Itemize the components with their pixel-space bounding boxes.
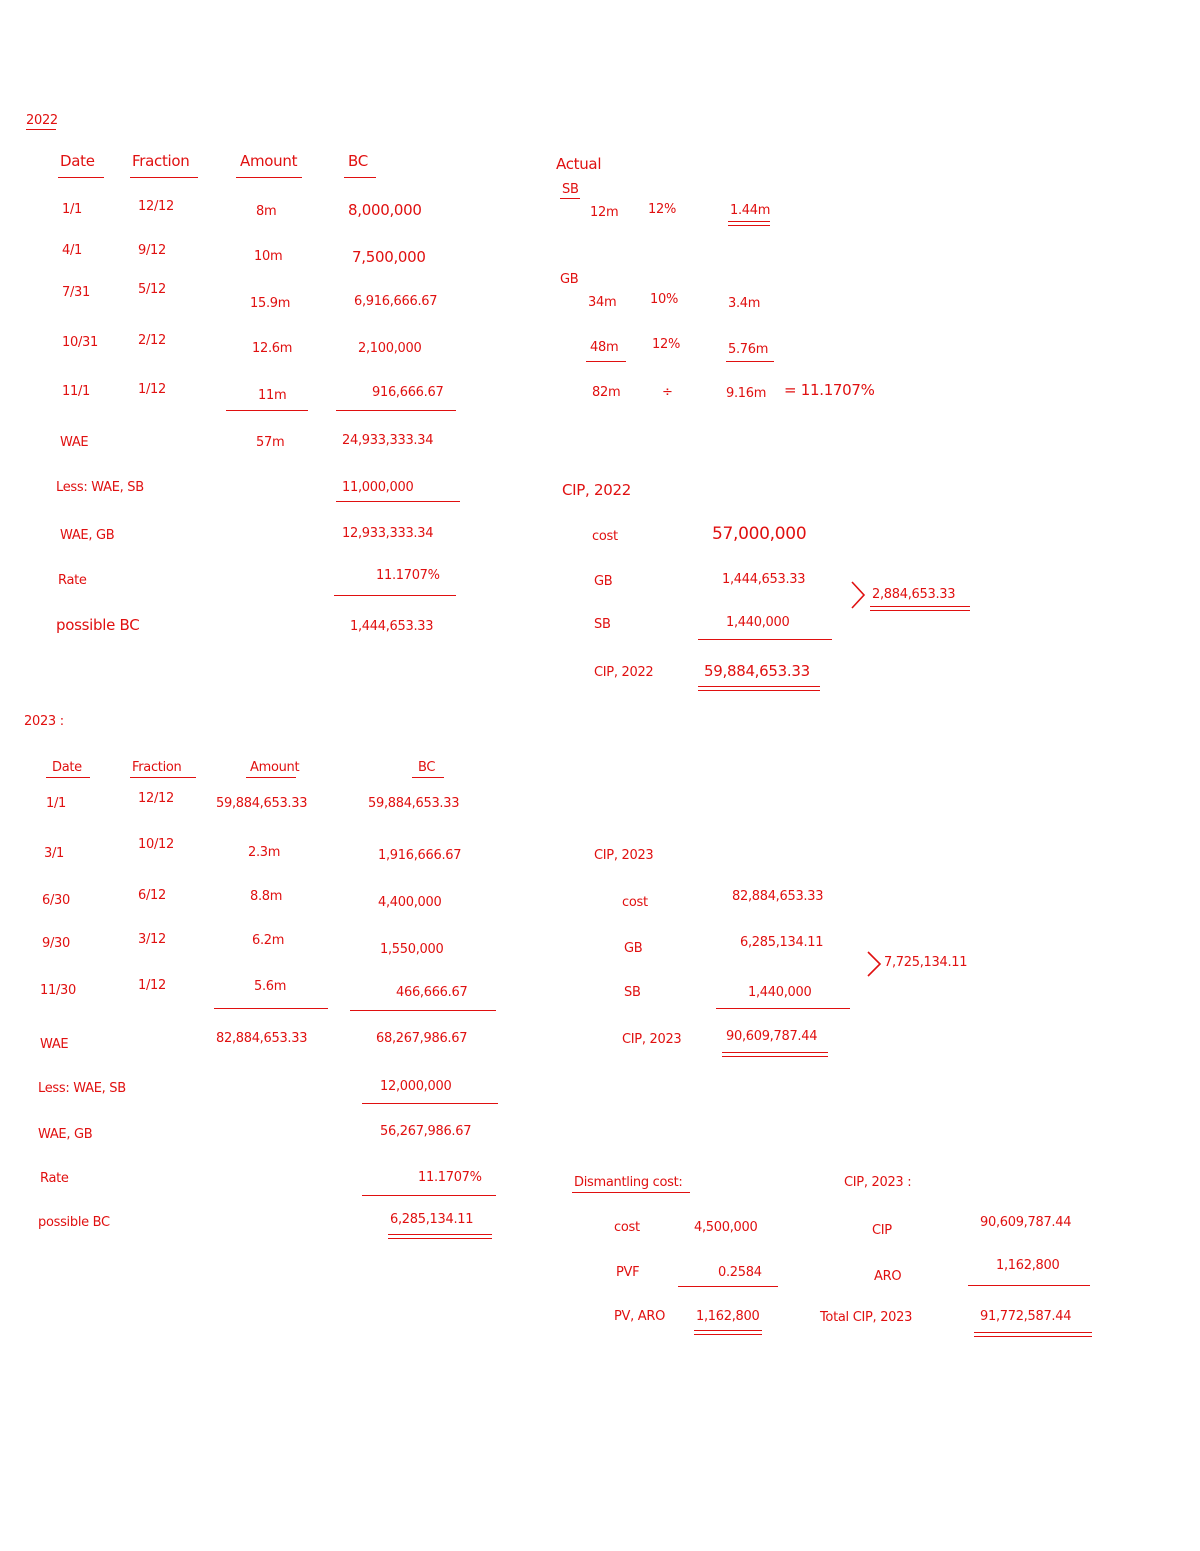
- wae-gb-label: WAE, GB: [60, 528, 115, 543]
- row-bc: 2,100,000: [358, 341, 422, 356]
- wae-bc: 24,933,333.34: [342, 433, 434, 448]
- header-fraction: Fraction: [132, 152, 190, 170]
- header-underline: [236, 177, 302, 178]
- actual-sb-amount: 12m: [590, 205, 619, 220]
- dismantling-pvf-label: PVF: [616, 1265, 640, 1280]
- rate-value: 11.1707%: [376, 568, 440, 583]
- sb-underline: [560, 198, 580, 199]
- wae-label: WAE: [40, 1037, 69, 1052]
- year-2023-label: 2023 :: [24, 714, 64, 729]
- cip2023-sb-label: SB: [624, 985, 641, 1000]
- cip2022-cost-value: 57,000,000: [712, 524, 807, 544]
- row-fraction: 10/12: [138, 837, 174, 852]
- row-date: 11/1: [62, 384, 90, 399]
- cip2023-total-label: CIP, 2023: [622, 1032, 682, 1047]
- cip-final-cip-label: CIP: [872, 1223, 892, 1238]
- row-amount: 8.8m: [250, 889, 283, 904]
- cip2022-title: CIP, 2022: [562, 481, 631, 499]
- header-date: Date: [52, 760, 82, 775]
- header-underline: [130, 177, 198, 178]
- cip2022-gb-label: GB: [594, 574, 613, 589]
- brace-icon: [850, 580, 866, 610]
- row-amount: 2.3m: [248, 845, 281, 860]
- row-bc: 59,884,653.33: [368, 796, 460, 811]
- cip-final-cip-value: 90,609,787.44: [980, 1215, 1072, 1230]
- actual-sb-result: 1.44m: [730, 203, 771, 218]
- cip2023-title: CIP, 2023: [594, 848, 654, 863]
- cip-final-total-value: 91,772,587.44: [980, 1309, 1072, 1324]
- sum-underline: [226, 410, 308, 411]
- row-bc: 8,000,000: [348, 201, 422, 219]
- header-bc: BC: [348, 152, 368, 170]
- header-underline: [412, 777, 444, 778]
- header-underline: [46, 777, 90, 778]
- row-bc: 4,400,000: [378, 895, 442, 910]
- actual-sb-rate: 12%: [648, 202, 676, 217]
- row-date: 7/31: [62, 285, 90, 300]
- row-fraction: 9/12: [138, 243, 166, 258]
- wae-bc: 68,267,986.67: [376, 1031, 468, 1046]
- row-fraction: 3/12: [138, 932, 166, 947]
- row-fraction: 12/12: [138, 199, 174, 214]
- dismantling-pvf-value: 0.2584: [718, 1265, 762, 1280]
- row-date: 3/1: [44, 846, 65, 861]
- dismantling-underline: [572, 1192, 690, 1193]
- dismantling-pv-aro-value: 1,162,800: [696, 1309, 760, 1324]
- sum-underline: [214, 1008, 328, 1009]
- header-underline: [246, 777, 296, 778]
- cip2023-cost-value: 82,884,653.33: [732, 889, 824, 904]
- brace-icon: [866, 950, 882, 978]
- cip2023-sb-value: 1,440,000: [748, 985, 812, 1000]
- gb-row-amount: 34m: [588, 295, 617, 310]
- row-fraction: 6/12: [138, 888, 166, 903]
- sum-underline: [336, 410, 456, 411]
- gb-row-rate: 10%: [650, 292, 678, 307]
- cip2022-cost-label: cost: [592, 529, 618, 544]
- row-date: 6/30: [42, 893, 70, 908]
- gb-row-rate: 12%: [652, 337, 680, 352]
- header-date: Date: [60, 152, 95, 170]
- sb-underline: [698, 639, 832, 640]
- sb-underline: [716, 1008, 850, 1009]
- header-fraction: Fraction: [132, 760, 182, 775]
- row-bc: 466,666.67: [396, 985, 468, 1000]
- row-bc: 1,550,000: [380, 942, 444, 957]
- row-bc: 1,916,666.67: [378, 848, 462, 863]
- combined-double-underline: [870, 606, 970, 611]
- row-fraction: 2/12: [138, 333, 166, 348]
- cip2023-cost-label: cost: [622, 895, 648, 910]
- row-bc: 6,916,666.67: [354, 294, 438, 309]
- aro-underline: [968, 1285, 1090, 1286]
- row-fraction: 5/12: [138, 282, 166, 297]
- wae-gb-label: WAE, GB: [38, 1127, 93, 1142]
- row-date: 1/1: [46, 796, 67, 811]
- year-underline: [26, 129, 56, 130]
- cip2022-gb-value: 1,444,653.33: [722, 572, 806, 587]
- pvf-underline: [678, 1286, 778, 1287]
- possible-bc-value: 6,285,134.11: [390, 1212, 474, 1227]
- row-date: 10/31: [62, 335, 98, 350]
- total-double-underline: [722, 1052, 828, 1057]
- actual-gb-label: GB: [560, 272, 579, 287]
- row-amount: 15.9m: [250, 296, 291, 311]
- header-underline: [344, 177, 376, 178]
- row-fraction: 1/12: [138, 382, 166, 397]
- year-2022-label: 2022: [26, 113, 58, 128]
- gb-total-amount: 82m: [592, 385, 621, 400]
- gb-sum-underline: [586, 361, 626, 362]
- less-value: 12,000,000: [380, 1079, 452, 1094]
- dismantling-cost-label: cost: [614, 1220, 640, 1235]
- row-fraction: 12/12: [138, 791, 174, 806]
- row-date: 4/1: [62, 243, 83, 258]
- dismantling-pv-aro-label: PV, ARO: [614, 1309, 666, 1324]
- cip2023-total-value: 90,609,787.44: [726, 1029, 818, 1044]
- pv-aro-double-underline: [694, 1330, 762, 1335]
- rate-label: Rate: [58, 573, 87, 588]
- rate-label: Rate: [40, 1171, 69, 1186]
- possible-bc-label: possible BC: [56, 616, 140, 634]
- row-bc: 916,666.67: [372, 385, 444, 400]
- row-amount: 12.6m: [252, 341, 293, 356]
- row-bc: 7,500,000: [352, 248, 426, 266]
- rate-value: 11.1707%: [418, 1170, 482, 1185]
- final-total-double-underline: [974, 1332, 1092, 1337]
- cip2023-gb-value: 6,285,134.11: [740, 935, 824, 950]
- total-double-underline: [698, 686, 820, 691]
- header-underline: [130, 777, 196, 778]
- header-underline: [58, 177, 104, 178]
- sb-result-double-underline: [728, 221, 770, 226]
- cip-final-title: CIP, 2023 :: [844, 1175, 912, 1190]
- wae-gb-value: 56,267,986.67: [380, 1124, 472, 1139]
- gb-total-result: 9.16m: [726, 386, 767, 401]
- dismantling-title: Dismantling cost:: [574, 1175, 683, 1190]
- sum-underline: [350, 1010, 496, 1011]
- header-bc: BC: [418, 760, 436, 775]
- less-underline: [362, 1103, 498, 1104]
- rate-underline: [334, 595, 456, 596]
- row-amount: 8m: [256, 204, 277, 219]
- row-amount: 11m: [258, 388, 287, 403]
- cip2022-combined: 2,884,653.33: [872, 587, 956, 602]
- row-amount: 10m: [254, 249, 283, 264]
- cip2022-sb-value: 1,440,000: [726, 615, 790, 630]
- cip2022-total-label: CIP, 2022: [594, 665, 654, 680]
- gb-total-op: ÷: [662, 385, 673, 400]
- row-amount: 5.6m: [254, 979, 287, 994]
- wae-amount: 57m: [256, 435, 285, 450]
- less-label: Less: WAE, SB: [56, 480, 144, 495]
- dismantling-cost-value: 4,500,000: [694, 1220, 758, 1235]
- row-date: 11/30: [40, 983, 76, 998]
- cip2022-total-value: 59,884,653.33: [704, 662, 810, 680]
- header-amount: Amount: [240, 152, 298, 170]
- row-date: 1/1: [62, 202, 83, 217]
- cip-final-aro-value: 1,162,800: [996, 1258, 1060, 1273]
- cip-final-aro-label: ARO: [874, 1269, 902, 1284]
- actual-title: Actual: [556, 155, 602, 173]
- row-fraction: 1/12: [138, 978, 166, 993]
- header-amount: Amount: [250, 760, 300, 775]
- cip2023-combined: 7,725,134.11: [884, 955, 968, 970]
- less-label: Less: WAE, SB: [38, 1081, 126, 1096]
- cip-final-total-label: Total CIP, 2023: [820, 1310, 913, 1325]
- gb-row-result: 3.4m: [728, 296, 761, 311]
- row-date: 9/30: [42, 936, 70, 951]
- less-value: 11,000,000: [342, 480, 414, 495]
- cip2023-gb-label: GB: [624, 941, 643, 956]
- wae-amount: 82,884,653.33: [216, 1031, 308, 1046]
- less-underline: [336, 501, 460, 502]
- row-amount: 6.2m: [252, 933, 285, 948]
- row-amount: 59,884,653.33: [216, 796, 308, 811]
- actual-sb-label: SB: [562, 182, 579, 197]
- gb-row-amount: 48m: [590, 340, 619, 355]
- gb-row-result: 5.76m: [728, 342, 769, 357]
- possible-bc-label: possible BC: [38, 1215, 110, 1230]
- wae-gb-value: 12,933,333.34: [342, 526, 434, 541]
- wae-label: WAE: [60, 435, 89, 450]
- gb-sum-underline: [726, 361, 774, 362]
- gb-total-rate: = 11.1707%: [784, 381, 875, 399]
- rate-underline: [362, 1195, 496, 1196]
- possible-bc-double-underline: [388, 1234, 492, 1239]
- possible-bc-value: 1,444,653.33: [350, 619, 434, 634]
- cip2022-sb-label: SB: [594, 617, 611, 632]
